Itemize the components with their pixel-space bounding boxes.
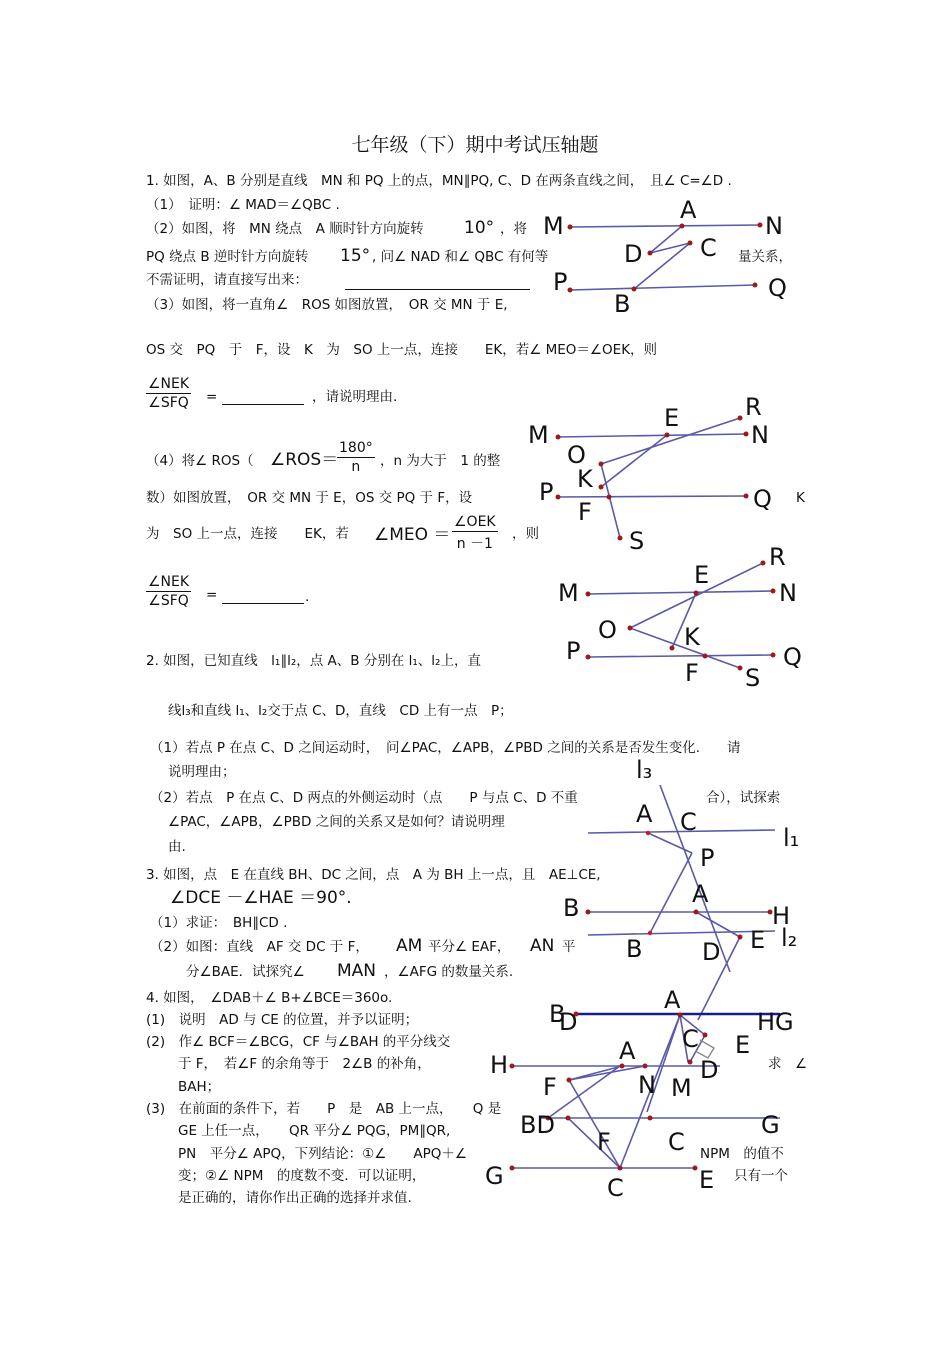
- label-A: A: [664, 986, 681, 1014]
- label-Q: Q: [783, 643, 802, 671]
- fraction-numerator: ∠OEK: [454, 514, 496, 530]
- label-BD: BD: [520, 1111, 555, 1139]
- fraction-denominator: ∠SFQ: [148, 593, 189, 609]
- q1-part4-a: （4）将∠ ROS（: [146, 453, 254, 469]
- label-D-2: D: [700, 1056, 719, 1084]
- label-l3: l₃: [636, 756, 653, 784]
- q1-line8: ，请说明理由.: [312, 389, 398, 405]
- page-title: 七年级（下）期中考试压轴题: [351, 134, 599, 156]
- q1-angle-10: 10°: [464, 218, 495, 238]
- label-F: F: [543, 1073, 557, 1101]
- label-B: B: [549, 1000, 566, 1028]
- label-E: E: [750, 926, 766, 954]
- q2-part2-c: ∠PAC，∠APB，∠PBD 之间的关系又是如何？请说明理: [168, 814, 505, 830]
- q2-part1: （1）若点 P 在点 C、D 之间运动时， 问∠PAC，∠APB，∠PBD 之间的关系是否发生变化. 请: [150, 740, 741, 756]
- q1-angle-ros: ∠ROS＝: [270, 450, 339, 470]
- q1-part3: （3）如图，将一直角∠ ROS 如图放置， OR 交 MN 于 E,: [146, 297, 508, 313]
- label-N: N: [779, 579, 797, 607]
- q4-part2-c: 求 ∠: [768, 1056, 808, 1072]
- q4-part3-e: 变；②∠ NPM 的度数不变．可以证明，: [178, 1168, 426, 1184]
- q3-am: AM: [396, 936, 423, 956]
- q2-line2: 线l₃和直线 l₁、l₂交于点 C、D，直线 CD 上有一点 P；: [168, 703, 513, 719]
- label-l2: l₂: [781, 924, 798, 952]
- label-HG: HG: [757, 1008, 794, 1036]
- label-Q: Q: [753, 485, 772, 513]
- q4-part2-b: 于 F， 若∠F 的余角等于 2∠B 的补角，: [178, 1056, 431, 1072]
- q4-part3-d: NPM 的值不: [700, 1146, 784, 1162]
- label-E: E: [735, 1031, 751, 1059]
- q4-part1: (1) 说明 AD 与 CE 的位置，并予以证明；: [146, 1012, 419, 1028]
- q4-part3-b: GE 上任一点， QR 平分∠ PQG，PM∥QR,: [178, 1123, 451, 1139]
- q3-part1: （1）求证： BH∥CD .: [150, 915, 288, 931]
- label-A-2: A: [619, 1037, 636, 1065]
- label-B: B: [626, 935, 643, 963]
- q3-line2: ∠DCE －∠HAE ＝90°.: [170, 888, 352, 908]
- label-G: G: [761, 1111, 780, 1139]
- fraction-numerator: ∠NEK: [148, 376, 190, 392]
- q1-part1: （1） 证明：∠ MAD＝∠QBC .: [146, 197, 340, 213]
- label-C: C: [682, 1025, 699, 1053]
- label-C: C: [680, 808, 697, 836]
- q4-part3-c: PN 平分∠ APQ，下列结论：①∠ APQ＋∠: [178, 1146, 467, 1162]
- label-D: D: [559, 1008, 578, 1036]
- label-F: F: [578, 498, 592, 526]
- q3-part2-b: 平分∠ EAF，: [428, 939, 511, 955]
- q1-line5: 不需证明，请直接写出来：: [146, 272, 308, 288]
- q1-angle-15: 15°: [340, 246, 371, 266]
- label-F: F: [685, 659, 699, 687]
- equals-sign: =: [206, 389, 218, 405]
- q2-part2-a: （2）若点 P 在点 C、D 两点的外侧运动时（点 P 与点 C、D 不重: [150, 790, 578, 806]
- label-M: M: [543, 212, 564, 240]
- fraction-numerator: ∠NEK: [148, 574, 190, 590]
- label-Q: Q: [768, 274, 787, 302]
- q1-line11-a: 为 SO 上一点，连接 EK，若: [146, 526, 349, 542]
- label-P: P: [566, 637, 581, 665]
- label-E: E: [664, 404, 680, 432]
- q4-part3-f: 只有一个: [734, 1168, 788, 1184]
- q1-line4-b: , 问∠ NAD 和∠ QBC 有何等: [372, 249, 549, 265]
- label-K: K: [577, 465, 593, 493]
- q1-line7: OS 交 PQ 于 F，设 K 为 SO 上一点，连接 EK，若∠ MEO＝∠OEK，则: [146, 342, 658, 358]
- label-E-2: E: [699, 1166, 715, 1194]
- label-O: O: [598, 616, 617, 644]
- label-H: H: [772, 902, 791, 930]
- label-P: P: [553, 268, 568, 296]
- label-R: R: [769, 543, 786, 571]
- label-S: S: [629, 527, 645, 555]
- q2-part2-d: 由.: [168, 839, 186, 855]
- label-M: M: [558, 579, 579, 607]
- label-K: K: [684, 623, 700, 651]
- label-S: S: [745, 664, 761, 692]
- q1-line11-b: ，则: [512, 526, 539, 542]
- q3-an: AN: [530, 936, 555, 956]
- q2-line1: 2. 如图，已知直线 l₁∥l₂，点 A、B 分别在 l₁、l₂上，直: [146, 653, 481, 669]
- q1-line4-c: 量关系，: [738, 249, 792, 265]
- label-G-2: G: [485, 1162, 504, 1190]
- label-B: B: [614, 290, 631, 318]
- label-P: P: [539, 478, 554, 506]
- label-R: R: [745, 393, 762, 421]
- q1-line10-k: K: [796, 490, 805, 506]
- q1-line1: 1. 如图，A、B 分别是直线 MN 和 PQ 上的点，MN∥PQ, C、D 在两条直线之间， 且∠ C=∠D .: [146, 173, 732, 189]
- q3-line1: 3. 如图，点 E 在直线 BH、DC 之间，点 A 为 BH 上一点，且 AE⊥CE,: [146, 867, 601, 883]
- label-l1: l₁: [783, 824, 800, 852]
- label-A: A: [680, 196, 697, 224]
- q3-line5-b: ，∠AFG 的数量关系.: [384, 964, 514, 980]
- label-C-2: C: [668, 1128, 685, 1156]
- q4-part3-a: (3) 在前面的条件下，若 P 是 AB 上一点， Q 是: [146, 1101, 502, 1117]
- label-A: A: [636, 800, 653, 828]
- label-D: D: [624, 240, 643, 268]
- q3-man: MAN: [337, 961, 377, 981]
- q1-line10: 数）如图放置， OR 交 MN 于 E，OS 交 PQ 于 F，设: [146, 490, 473, 506]
- label-M: M: [528, 421, 549, 449]
- label-A: A: [692, 880, 709, 908]
- label-F-2: F: [597, 1128, 611, 1156]
- q1-angle-meo: ∠MEO ＝: [374, 525, 451, 545]
- label-H: H: [490, 1051, 509, 1079]
- label-P: P: [700, 844, 715, 872]
- fraction-numerator: 180°: [339, 440, 373, 456]
- label-D: D: [702, 938, 721, 966]
- label-N: N: [765, 212, 783, 240]
- q1-period: .: [305, 589, 310, 605]
- q3-line5-a: 分∠BAE．试探究∠: [186, 964, 305, 980]
- label-E: E: [694, 561, 710, 589]
- label-N: N: [751, 421, 769, 449]
- q1-line4-a: PQ 绕点 B 逆时针方向旋转: [146, 249, 309, 265]
- q3-part2-c: 平: [562, 939, 576, 955]
- label-B: B: [563, 894, 580, 922]
- label-O: O: [567, 441, 586, 469]
- q3-part2-a: （2）如图：直线 AF 交 DC 于 F，: [150, 939, 369, 955]
- label-M: M: [671, 1074, 692, 1102]
- label-C-3: C: [607, 1174, 624, 1202]
- q1-part2-a: （2）如图，将 MN 绕点 A 顺时针方向旋转: [146, 221, 424, 237]
- equals-sign: =: [206, 587, 218, 603]
- q1-part2-b: ，将: [500, 221, 527, 237]
- q4-part2-a: (2) 作∠ BCF＝∠BCG，CF 与∠BAH 的平分线交: [146, 1034, 451, 1050]
- q2-part2-b: 合），试探索: [706, 790, 781, 806]
- label-N: N: [638, 1071, 656, 1099]
- label-C: C: [700, 234, 717, 262]
- q4-part2-d: BAH；: [178, 1079, 221, 1095]
- fraction-denominator: ∠SFQ: [148, 395, 189, 411]
- q4-part3-g: 是正确的，请你作出正确的选择并求值.: [178, 1190, 412, 1206]
- fraction-denominator: n: [351, 459, 361, 475]
- fraction-denominator: n －1: [456, 536, 493, 552]
- q2-part1-b: 说明理由；: [168, 764, 236, 780]
- q4-line1: 4. 如图， ∠DAB＋∠ B+∠BCE＝360o.: [146, 990, 393, 1006]
- q1-part4-b: ，n 为大于 1 的整: [380, 453, 501, 469]
